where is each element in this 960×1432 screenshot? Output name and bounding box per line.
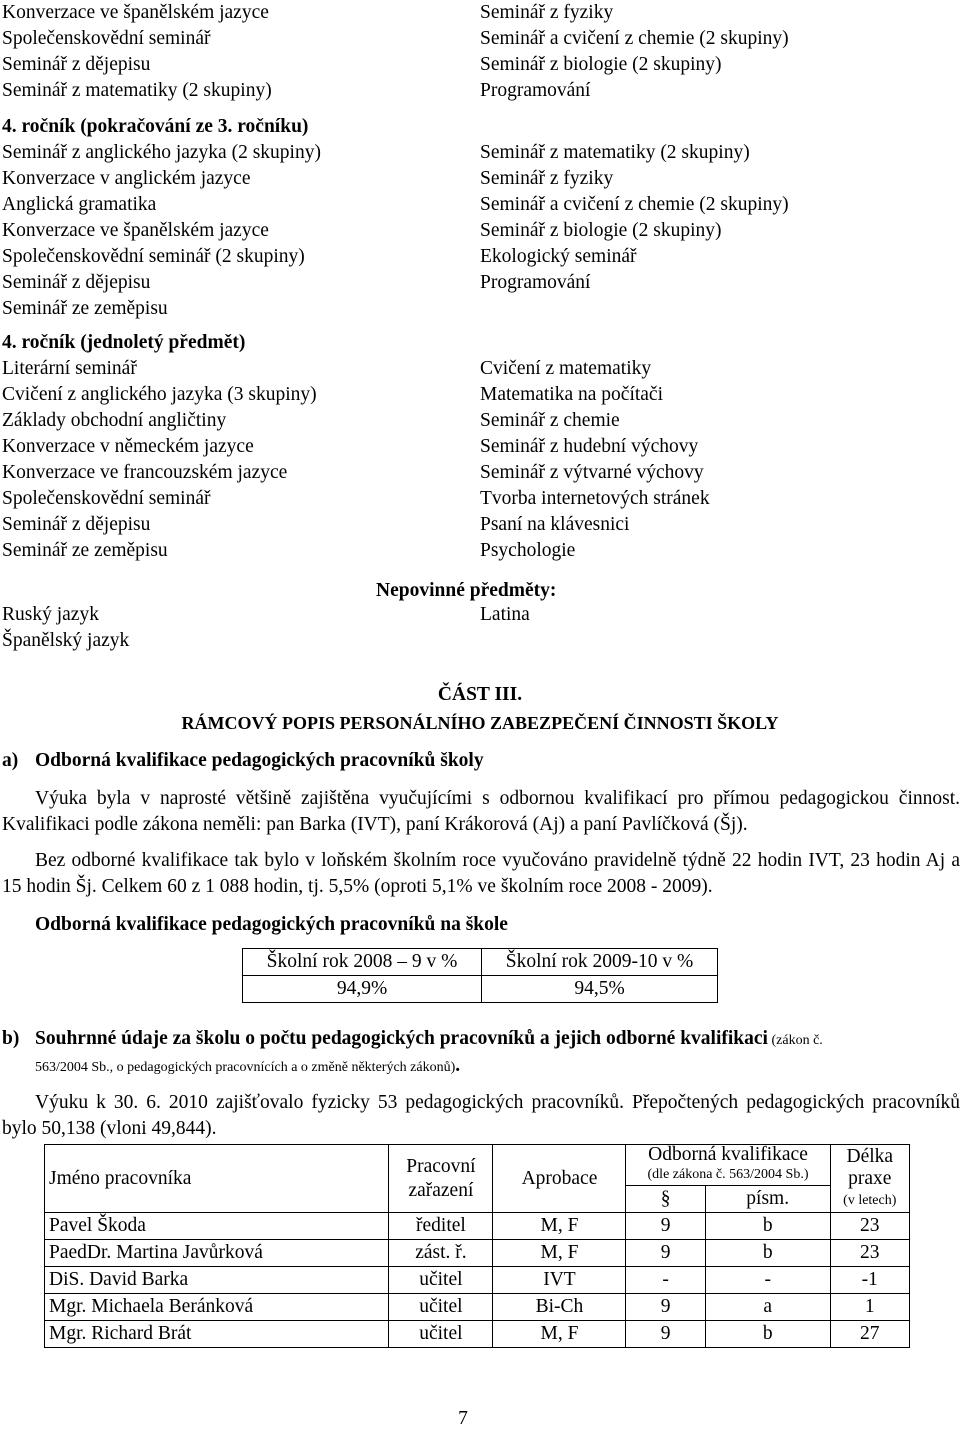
list-item: Konverzace v německém jazyce	[2, 436, 254, 457]
table-row	[243, 976, 718, 1003]
list-item: Společenskovědní seminář	[2, 488, 211, 509]
part-subtitle: RÁMCOVÝ POPIS PERSONÁLNÍHO ZABEZPEČENÍ ČINNOSTI ŠKOLY	[181, 713, 779, 733]
section-a-paragraph-2: Bez odborné kvalifikace tak bylo v loňském školním roce vyučováno pravidelně týdně 22 hodin IVT, 23 hodin Aj a 15 hodin Šj. Celkem 60 z 1 088 hodin, tj. 5,5% (oproti 5,1% ve školním roce 2008 - 2009).	[2, 850, 960, 897]
table-row	[45, 1240, 910, 1267]
list-item: Ekologický seminář	[480, 246, 637, 267]
cell-approbation: IVT	[493, 1267, 626, 1294]
list-item: Konverzace ve španělském jazyce	[2, 2, 269, 23]
cell-years: 23	[830, 1213, 909, 1240]
table-header-cell: Školní rok 2008 – 9 v %	[243, 949, 482, 976]
optional-heading: Nepovinné předměty:	[376, 580, 557, 601]
cell-paragraph: 9	[626, 1321, 705, 1348]
list-item: Seminář z hudební výchovy	[480, 436, 699, 457]
table-row	[45, 1321, 910, 1348]
cell-paragraph: -	[626, 1267, 705, 1294]
header-name: Jméno pracovníka	[45, 1145, 389, 1213]
section-b-heading: Souhrnné údaje za školu o počtu pedagogických pracovníků a jejich odborné kvalifikaci	[35, 1028, 768, 1049]
section-b-label: b)	[2, 1028, 20, 1049]
list-item: Psychologie	[480, 540, 576, 561]
table-row	[45, 1267, 910, 1294]
table-row	[45, 1213, 910, 1240]
list-item: Společenskovědní seminář	[2, 28, 211, 49]
optional-right	[480, 602, 530, 628]
section-b-paragraph: Výuku k 30. 6. 2010 zajišťovalo fyzicky 53 pedagogických pracovníků. Přepočtených pedagogických pracovníků bylo 50,138 (vloni 49,844).	[2, 1092, 960, 1139]
cell-approbation: M, F	[493, 1213, 626, 1240]
list-item: Konverzace ve španělském jazyce	[2, 220, 269, 241]
list-item: Tvorba internetových stránek	[480, 488, 710, 509]
cell-letter: b	[705, 1240, 830, 1267]
table-cell: 94,5%	[482, 976, 718, 1003]
list-item: Seminář z matematiky (2 skupiny)	[480, 142, 750, 163]
list-item: Společenskovědní seminář (2 skupiny)	[2, 246, 305, 267]
cell-years: 27	[830, 1321, 909, 1348]
header-length: Délka praxe (v letech)	[830, 1145, 909, 1213]
staff-table	[44, 1144, 910, 1348]
optional-left	[2, 602, 129, 654]
cell-years: 1	[830, 1294, 909, 1321]
list-item: Cvičení z matematiky	[480, 358, 652, 379]
right-top-list	[480, 0, 789, 104]
cell-paragraph: 9	[626, 1240, 705, 1267]
list-item: Seminář z dějepisu	[2, 272, 151, 293]
header-qualification: Odborná kvalifikace (dle zákona č. 563/2004 Sb.)	[626, 1145, 830, 1186]
section-b-heading-block	[35, 1026, 960, 1054]
section-a-heading: Odborná kvalifikace pedagogických pracovníků školy	[35, 750, 484, 771]
section-a-subheading: Odborná kvalifikace pedagogických pracovníků na škole	[35, 914, 508, 935]
list-item: Programování	[480, 80, 591, 101]
table-header-row	[45, 1145, 910, 1186]
header-letter: písm.	[705, 1186, 830, 1213]
cell-name: Pavel Škoda	[45, 1213, 389, 1240]
list-item: Seminář z výtvarné výchovy	[480, 462, 704, 483]
section-b-law-end: .	[455, 1055, 461, 1076]
qualification-table	[242, 948, 718, 1003]
list-item: Programování	[480, 272, 591, 293]
table-row	[45, 1294, 910, 1321]
cell-approbation: M, F	[493, 1321, 626, 1348]
cell-position: učitel	[389, 1294, 493, 1321]
cell-letter: b	[705, 1213, 830, 1240]
list-item: Seminář z fyziky	[480, 168, 614, 189]
list-item: Konverzace ve francouzském jazyce	[2, 462, 288, 483]
cell-letter: b	[705, 1321, 830, 1348]
part-title: ČÁST III.	[437, 684, 523, 705]
section-4a-heading: 4. ročník (pokračování ze 3. ročníku)	[2, 116, 309, 137]
cell-position: ředitel	[389, 1213, 493, 1240]
list-item: Latina	[480, 604, 530, 625]
list-item: Seminář z anglického jazyka (2 skupiny)	[2, 142, 321, 163]
header-paragraph: §	[626, 1186, 705, 1213]
cell-name: Mgr. Michaela Beránková	[45, 1294, 389, 1321]
section-b-law-reference-2: 563/2004 Sb., o pedagogických pracovnících a o změně některých zákonů)	[35, 1060, 456, 1075]
section-4b-right	[480, 356, 710, 564]
list-item: Španělský jazyk	[2, 630, 130, 651]
list-item: Seminář z dějepisu	[2, 54, 151, 75]
cell-paragraph: 9	[626, 1213, 705, 1240]
header-approbation: Aprobace	[493, 1145, 626, 1213]
header-position: Pracovní zařazení	[389, 1145, 493, 1213]
list-item: Literární seminář	[2, 358, 137, 379]
list-item: Seminář a cvičení z chemie (2 skupiny)	[480, 194, 789, 215]
list-item: Seminář z dějepisu	[2, 514, 151, 535]
cell-position: učitel	[389, 1321, 493, 1348]
section-4b-heading: 4. ročník (jednoletý předmět)	[2, 332, 246, 353]
cell-years: 23	[830, 1240, 909, 1267]
section-a-label: a)	[2, 750, 19, 771]
cell-position: učitel	[389, 1267, 493, 1294]
cell-years: -1	[830, 1267, 909, 1294]
cell-name: Mgr. Richard Brát	[45, 1321, 389, 1348]
list-item: Základy obchodní angličtiny	[2, 410, 227, 431]
section-4a-left	[2, 114, 321, 322]
cell-approbation: Bi-Ch	[493, 1294, 626, 1321]
list-item: Psaní na klávesnici	[480, 514, 630, 535]
list-item: Anglická gramatika	[2, 194, 157, 215]
list-item: Seminář z biologie (2 skupiny)	[480, 220, 722, 241]
section-b-law-reference: (zákon č.	[767, 1033, 823, 1048]
section-b-law-line	[35, 1053, 460, 1081]
section-a-paragraph-1: Výuka byla v naprosté většině zajištěna vyučujícími s odbornou kvalifikací pro přímou pedagogickou činnost. Kvalifikaci podle zákona neměli: pan Barka (IVT), paní Krákorová (Aj) a paní Pavlíčková (Šj).	[2, 788, 960, 835]
list-item: Seminář z fyziky	[480, 2, 614, 23]
table-header-cell: Školní rok 2009-10 v %	[482, 949, 718, 976]
list-item: Seminář z biologie (2 skupiny)	[480, 54, 722, 75]
table-row	[243, 949, 718, 976]
list-item: Ruský jazyk	[2, 604, 99, 625]
cell-approbation: M, F	[493, 1240, 626, 1267]
list-item: Seminář ze zeměpisu	[2, 298, 168, 319]
list-item: Seminář z matematiky (2 skupiny)	[2, 80, 272, 101]
list-item: Konverzace v anglickém jazyce	[2, 168, 251, 189]
section-4b-left	[2, 330, 317, 564]
cell-paragraph: 9	[626, 1294, 705, 1321]
table-cell: 94,9%	[243, 976, 482, 1003]
cell-name: PaedDr. Martina Javůrková	[45, 1240, 389, 1267]
list-item: Cvičení z anglického jazyka (3 skupiny)	[2, 384, 317, 405]
left-top-list	[2, 0, 272, 104]
cell-name: DiS. David Barka	[45, 1267, 389, 1294]
cell-letter: a	[705, 1294, 830, 1321]
list-item: Matematika na počítači	[480, 384, 664, 405]
cell-position: zást. ř.	[389, 1240, 493, 1267]
list-item: Seminář z chemie	[480, 410, 620, 431]
page-number: 7	[458, 1408, 468, 1429]
section-4a-right	[480, 140, 789, 296]
list-item: Seminář ze zeměpisu	[2, 540, 168, 561]
list-item: Seminář a cvičení z chemie (2 skupiny)	[480, 28, 789, 49]
cell-letter: -	[705, 1267, 830, 1294]
